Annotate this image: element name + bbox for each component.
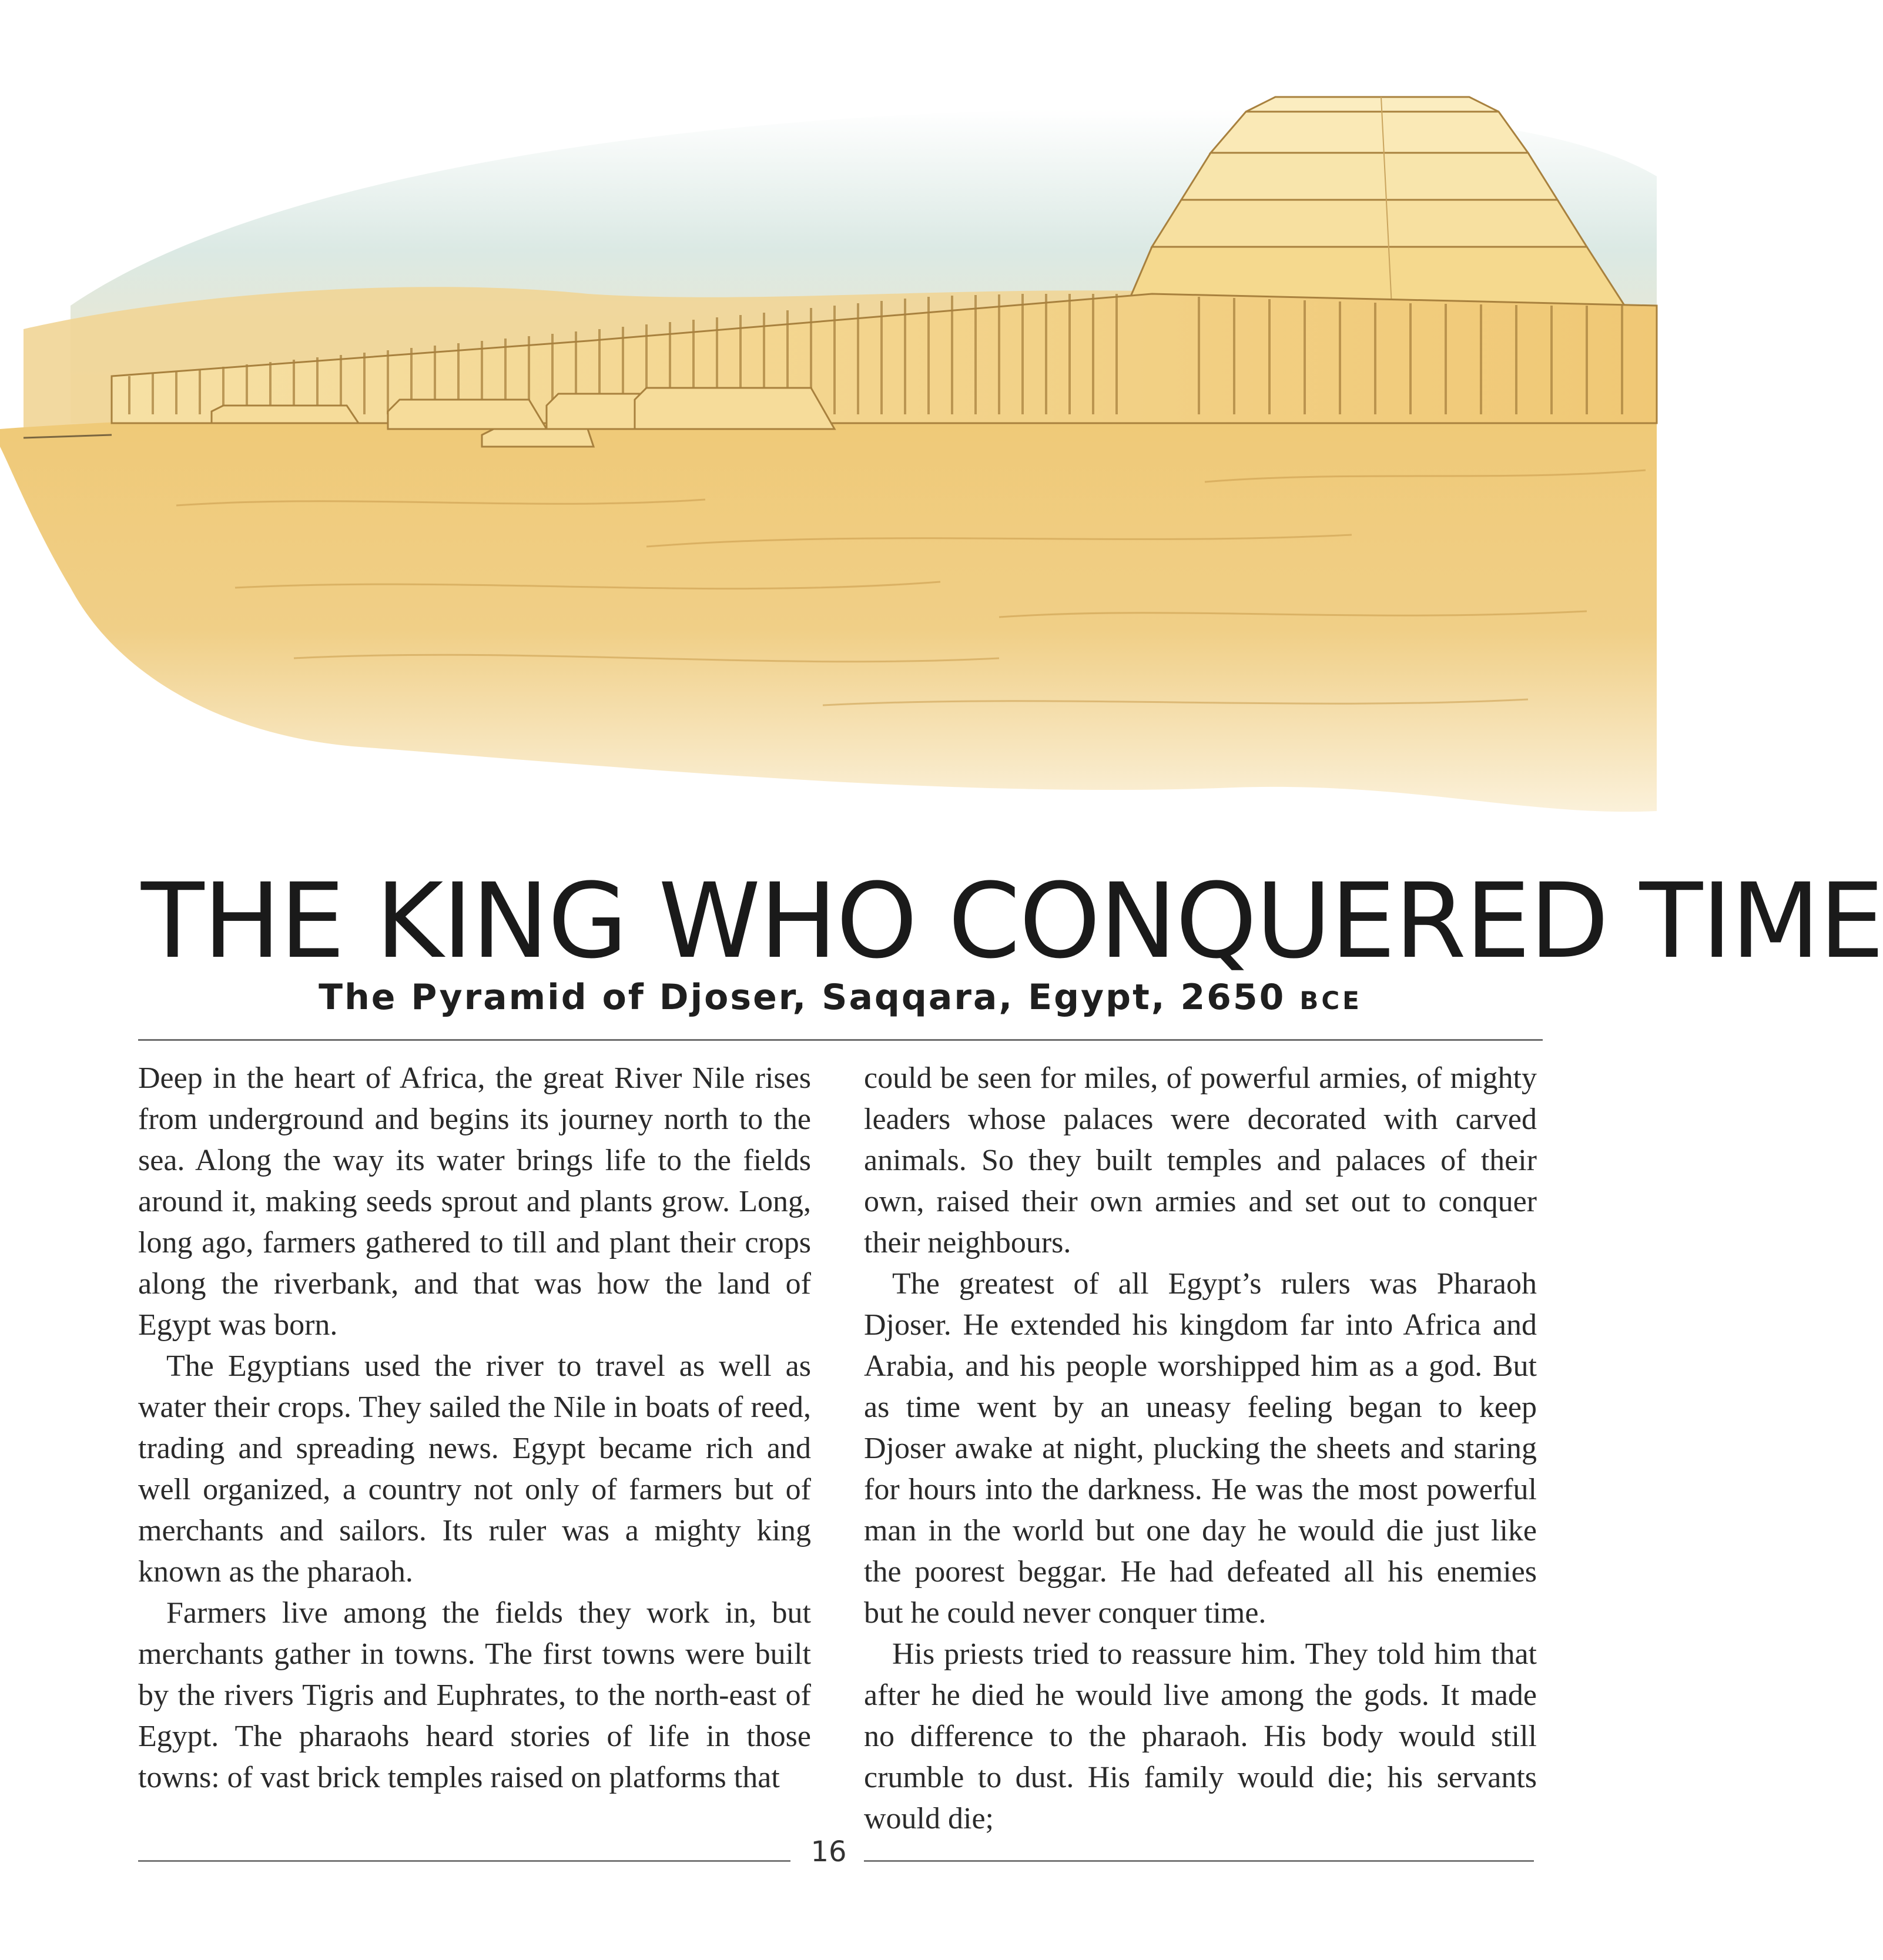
pyramid-illustration bbox=[0, 0, 1657, 840]
paragraph: His priests tried to reassure him. They told him that after he died he would live among the gods. It made no difference to the pharaoh. His body would still crumble to dust. His family would die; his servants would die; bbox=[864, 1637, 1537, 1835]
page-subtitle bbox=[141, 978, 1540, 1017]
title-rule bbox=[138, 1039, 1543, 1041]
desert-floor bbox=[0, 409, 1657, 812]
paragraph: The Egyptians used the river to travel as well as water their crops. They sailed the Nile in boats of reed, trading and spreading news. Egypt became rich and well organized, a country not only of farmers but of merchants and sailors. Its ruler was a mighty king known as the pharaoh. bbox=[138, 1349, 811, 1589]
paragraph: Farmers live among the fields they work in, but merchants gather in towns. The first towns were built by the rivers Tigris and Euphrates, to the north-east of Egypt. The pharaohs heard stories of life in those towns: of vast brick temples raised on platforms that bbox=[138, 1596, 811, 1794]
page-number: 16 bbox=[810, 1835, 847, 1868]
subtitle-era: BCE bbox=[1299, 986, 1362, 1015]
paragraph: Deep in the heart of Africa, the great River Nile rises from underground and begins its journey north to the sea. Along the way its water brings life to the fields around it, making seeds sprout and plants grow. Long, long ago, farmers gathered to till and plant their crops along the riverbank, and that was how the land of Egypt was born. bbox=[138, 1061, 811, 1342]
text-column-right bbox=[864, 1058, 1537, 1840]
footer-rule-right bbox=[864, 1860, 1534, 1862]
footer-rule-left bbox=[138, 1860, 790, 1862]
paragraph: The greatest of all Egypt’s rulers was Pharaoh Djoser. He extended his kingdom far into Africa and Arabia, and his people worshipped him as a god. But as time went by an uneasy feeling began to keep Djoser awake at night, plucking the sheets and staring for hours into the darkness. He was the most powerful man in the world but one day he would die just like the poorest beggar. He had defeated all his enemies but he could never conquer time. bbox=[864, 1267, 1537, 1630]
subtitle-text: The Pyramid of Djoser, Saqqara, Egypt, 2650 bbox=[319, 977, 1286, 1018]
text-column-left bbox=[138, 1058, 811, 1798]
page-title: THE KING WHO CONQUERED TIME bbox=[141, 861, 1883, 981]
paragraph: could be seen for miles, of powerful armies, of mighty leaders whose palaces were decorated with carved animals. So they built temples and palaces of their own, raised their own armies and set out to conquer their neighbours. bbox=[864, 1061, 1537, 1259]
